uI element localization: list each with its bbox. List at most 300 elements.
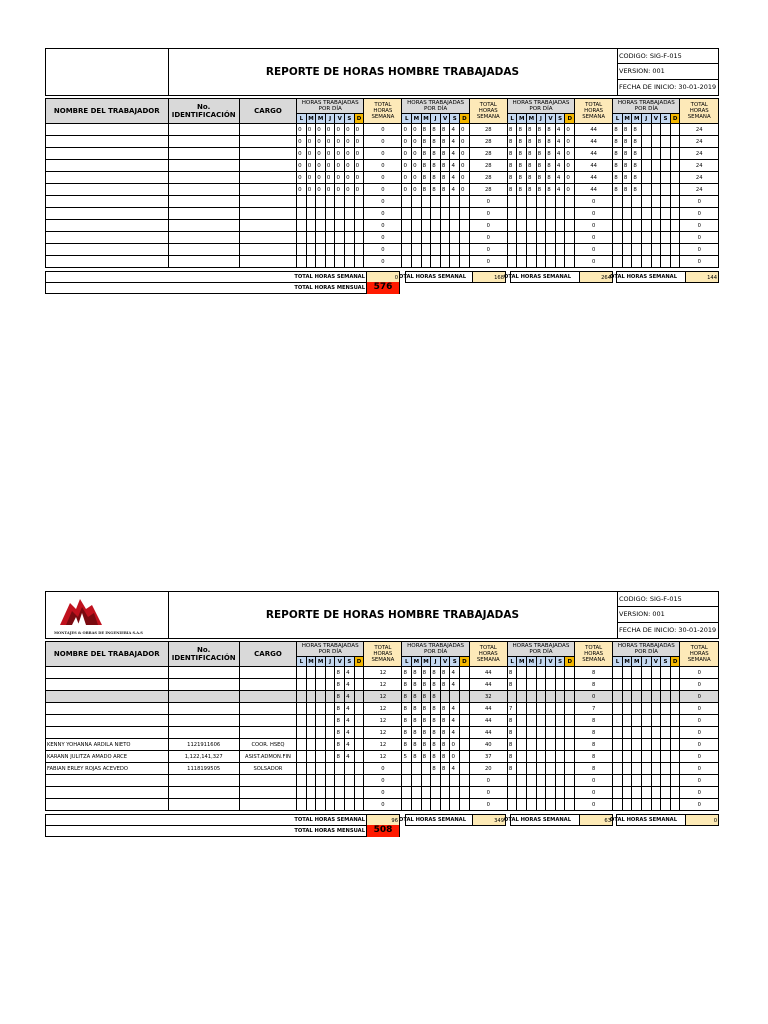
worker-name-cell[interactable] bbox=[46, 184, 169, 196]
day-hours-cell[interactable]: 0 bbox=[297, 148, 307, 160]
day-hours-cell[interactable] bbox=[297, 715, 307, 727]
worker-cargo-cell[interactable] bbox=[239, 691, 296, 703]
day-hours-cell[interactable]: 8 bbox=[546, 160, 556, 172]
day-hours-cell[interactable] bbox=[527, 667, 537, 679]
day-hours-cell[interactable]: 8 bbox=[613, 124, 623, 136]
day-hours-cell[interactable]: 8 bbox=[421, 136, 431, 148]
day-hours-cell[interactable]: 8 bbox=[431, 727, 441, 739]
worker-name-cell[interactable] bbox=[46, 703, 169, 715]
day-hours-cell[interactable] bbox=[507, 787, 517, 799]
day-hours-cell[interactable] bbox=[354, 775, 364, 787]
day-hours-cell[interactable]: 8 bbox=[546, 148, 556, 160]
day-hours-cell[interactable] bbox=[546, 220, 556, 232]
day-hours-cell[interactable] bbox=[622, 244, 632, 256]
day-hours-cell[interactable] bbox=[622, 667, 632, 679]
day-hours-cell[interactable] bbox=[354, 667, 364, 679]
day-hours-cell[interactable]: 4 bbox=[345, 715, 355, 727]
day-hours-cell[interactable] bbox=[661, 763, 671, 775]
day-hours-cell[interactable] bbox=[613, 751, 623, 763]
day-hours-cell[interactable] bbox=[565, 667, 575, 679]
day-hours-cell[interactable] bbox=[536, 667, 546, 679]
worker-cargo-cell[interactable] bbox=[239, 715, 296, 727]
day-hours-cell[interactable] bbox=[651, 232, 661, 244]
day-hours-cell[interactable]: 8 bbox=[517, 172, 527, 184]
day-hours-cell[interactable]: 0 bbox=[354, 136, 364, 148]
day-hours-cell[interactable]: 0 bbox=[402, 148, 412, 160]
day-hours-cell[interactable] bbox=[565, 256, 575, 268]
day-hours-cell[interactable] bbox=[354, 739, 364, 751]
day-hours-cell[interactable] bbox=[536, 232, 546, 244]
worker-id-cell[interactable] bbox=[168, 244, 239, 256]
day-hours-cell[interactable] bbox=[546, 196, 556, 208]
worker-cargo-cell[interactable] bbox=[239, 220, 296, 232]
day-hours-cell[interactable] bbox=[325, 775, 335, 787]
day-hours-cell[interactable] bbox=[642, 232, 652, 244]
day-hours-cell[interactable] bbox=[402, 799, 412, 811]
day-hours-cell[interactable]: 8 bbox=[632, 124, 642, 136]
day-hours-cell[interactable] bbox=[632, 703, 642, 715]
day-hours-cell[interactable]: 4 bbox=[450, 667, 460, 679]
day-hours-cell[interactable]: 8 bbox=[622, 184, 632, 196]
worker-name-cell[interactable] bbox=[46, 727, 169, 739]
day-hours-cell[interactable] bbox=[325, 220, 335, 232]
day-hours-cell[interactable]: 0 bbox=[412, 172, 422, 184]
day-hours-cell[interactable] bbox=[440, 232, 450, 244]
day-hours-cell[interactable] bbox=[345, 799, 355, 811]
day-hours-cell[interactable]: 8 bbox=[421, 184, 431, 196]
day-hours-cell[interactable] bbox=[460, 256, 470, 268]
day-hours-cell[interactable] bbox=[335, 775, 345, 787]
day-hours-cell[interactable]: 0 bbox=[402, 172, 412, 184]
worker-id-cell[interactable]: 1121911606 bbox=[168, 739, 239, 751]
day-hours-cell[interactable]: 8 bbox=[412, 703, 422, 715]
day-hours-cell[interactable] bbox=[316, 244, 326, 256]
day-hours-cell[interactable] bbox=[536, 739, 546, 751]
day-hours-cell[interactable] bbox=[565, 691, 575, 703]
day-hours-cell[interactable] bbox=[460, 208, 470, 220]
day-hours-cell[interactable] bbox=[613, 232, 623, 244]
day-hours-cell[interactable] bbox=[546, 232, 556, 244]
day-hours-cell[interactable]: 8 bbox=[527, 172, 537, 184]
day-hours-cell[interactable] bbox=[565, 763, 575, 775]
day-hours-cell[interactable] bbox=[517, 691, 527, 703]
day-hours-cell[interactable] bbox=[325, 691, 335, 703]
day-hours-cell[interactable] bbox=[460, 196, 470, 208]
day-hours-cell[interactable] bbox=[517, 679, 527, 691]
day-hours-cell[interactable] bbox=[421, 256, 431, 268]
day-hours-cell[interactable]: 0 bbox=[345, 184, 355, 196]
day-hours-cell[interactable] bbox=[642, 256, 652, 268]
day-hours-cell[interactable]: 8 bbox=[517, 160, 527, 172]
day-hours-cell[interactable]: 8 bbox=[421, 703, 431, 715]
day-hours-cell[interactable] bbox=[670, 256, 680, 268]
day-hours-cell[interactable] bbox=[670, 715, 680, 727]
day-hours-cell[interactable] bbox=[354, 787, 364, 799]
day-hours-cell[interactable] bbox=[460, 775, 470, 787]
worker-name-cell[interactable]: KARANN JULITZA AMADO ARCE bbox=[46, 751, 169, 763]
day-hours-cell[interactable] bbox=[642, 751, 652, 763]
worker-name-cell[interactable] bbox=[46, 691, 169, 703]
day-hours-cell[interactable] bbox=[316, 715, 326, 727]
day-hours-cell[interactable] bbox=[651, 703, 661, 715]
day-hours-cell[interactable] bbox=[345, 196, 355, 208]
day-hours-cell[interactable] bbox=[440, 256, 450, 268]
day-hours-cell[interactable] bbox=[316, 775, 326, 787]
day-hours-cell[interactable] bbox=[306, 739, 316, 751]
day-hours-cell[interactable]: 8 bbox=[402, 679, 412, 691]
day-hours-cell[interactable]: 4 bbox=[450, 124, 460, 136]
day-hours-cell[interactable] bbox=[555, 667, 565, 679]
day-hours-cell[interactable]: 8 bbox=[421, 172, 431, 184]
day-hours-cell[interactable] bbox=[316, 727, 326, 739]
day-hours-cell[interactable] bbox=[555, 679, 565, 691]
worker-cargo-cell[interactable] bbox=[239, 703, 296, 715]
day-hours-cell[interactable] bbox=[555, 715, 565, 727]
day-hours-cell[interactable]: 8 bbox=[632, 184, 642, 196]
day-hours-cell[interactable]: 8 bbox=[622, 160, 632, 172]
day-hours-cell[interactable]: 0 bbox=[460, 184, 470, 196]
worker-cargo-cell[interactable] bbox=[239, 787, 296, 799]
day-hours-cell[interactable] bbox=[440, 799, 450, 811]
day-hours-cell[interactable] bbox=[661, 667, 671, 679]
day-hours-cell[interactable]: 8 bbox=[335, 667, 345, 679]
day-hours-cell[interactable] bbox=[517, 220, 527, 232]
day-hours-cell[interactable] bbox=[546, 208, 556, 220]
day-hours-cell[interactable] bbox=[412, 196, 422, 208]
day-hours-cell[interactable] bbox=[622, 196, 632, 208]
day-hours-cell[interactable]: 8 bbox=[632, 172, 642, 184]
day-hours-cell[interactable] bbox=[517, 256, 527, 268]
day-hours-cell[interactable] bbox=[536, 775, 546, 787]
day-hours-cell[interactable] bbox=[536, 787, 546, 799]
worker-id-cell[interactable] bbox=[168, 148, 239, 160]
day-hours-cell[interactable]: 8 bbox=[507, 148, 517, 160]
worker-cargo-cell[interactable] bbox=[239, 667, 296, 679]
day-hours-cell[interactable] bbox=[613, 703, 623, 715]
day-hours-cell[interactable] bbox=[651, 799, 661, 811]
day-hours-cell[interactable]: 0 bbox=[297, 160, 307, 172]
worker-id-cell[interactable] bbox=[168, 715, 239, 727]
day-hours-cell[interactable] bbox=[632, 715, 642, 727]
day-hours-cell[interactable] bbox=[642, 148, 652, 160]
day-hours-cell[interactable] bbox=[565, 703, 575, 715]
day-hours-cell[interactable] bbox=[460, 679, 470, 691]
worker-name-cell[interactable] bbox=[46, 232, 169, 244]
day-hours-cell[interactable]: 8 bbox=[546, 172, 556, 184]
day-hours-cell[interactable] bbox=[316, 691, 326, 703]
day-hours-cell[interactable]: 8 bbox=[431, 679, 441, 691]
day-hours-cell[interactable] bbox=[555, 691, 565, 703]
day-hours-cell[interactable] bbox=[306, 715, 316, 727]
day-hours-cell[interactable] bbox=[354, 244, 364, 256]
day-hours-cell[interactable] bbox=[450, 787, 460, 799]
day-hours-cell[interactable] bbox=[527, 739, 537, 751]
day-hours-cell[interactable] bbox=[440, 244, 450, 256]
day-hours-cell[interactable]: 8 bbox=[431, 160, 441, 172]
day-hours-cell[interactable] bbox=[440, 787, 450, 799]
day-hours-cell[interactable]: 0 bbox=[335, 124, 345, 136]
day-hours-cell[interactable] bbox=[642, 136, 652, 148]
day-hours-cell[interactable] bbox=[335, 256, 345, 268]
worker-name-cell[interactable] bbox=[46, 799, 169, 811]
day-hours-cell[interactable]: 8 bbox=[517, 136, 527, 148]
day-hours-cell[interactable]: 4 bbox=[555, 148, 565, 160]
day-hours-cell[interactable] bbox=[670, 172, 680, 184]
day-hours-cell[interactable] bbox=[565, 739, 575, 751]
day-hours-cell[interactable] bbox=[632, 727, 642, 739]
day-hours-cell[interactable]: 0 bbox=[316, 184, 326, 196]
worker-id-cell[interactable] bbox=[168, 256, 239, 268]
day-hours-cell[interactable]: 0 bbox=[460, 124, 470, 136]
day-hours-cell[interactable]: 0 bbox=[345, 136, 355, 148]
day-hours-cell[interactable] bbox=[536, 208, 546, 220]
day-hours-cell[interactable] bbox=[440, 220, 450, 232]
day-hours-cell[interactable] bbox=[517, 208, 527, 220]
day-hours-cell[interactable] bbox=[651, 220, 661, 232]
day-hours-cell[interactable] bbox=[517, 787, 527, 799]
worker-name-cell[interactable] bbox=[46, 220, 169, 232]
day-hours-cell[interactable] bbox=[546, 751, 556, 763]
day-hours-cell[interactable] bbox=[297, 232, 307, 244]
day-hours-cell[interactable]: 0 bbox=[412, 148, 422, 160]
day-hours-cell[interactable]: 8 bbox=[335, 691, 345, 703]
day-hours-cell[interactable] bbox=[661, 787, 671, 799]
worker-cargo-cell[interactable] bbox=[239, 124, 296, 136]
day-hours-cell[interactable]: 8 bbox=[622, 172, 632, 184]
day-hours-cell[interactable] bbox=[316, 256, 326, 268]
day-hours-cell[interactable] bbox=[527, 799, 537, 811]
day-hours-cell[interactable] bbox=[546, 787, 556, 799]
day-hours-cell[interactable]: 0 bbox=[316, 124, 326, 136]
day-hours-cell[interactable] bbox=[402, 256, 412, 268]
day-hours-cell[interactable]: 4 bbox=[450, 160, 460, 172]
day-hours-cell[interactable] bbox=[613, 208, 623, 220]
day-hours-cell[interactable] bbox=[402, 232, 412, 244]
day-hours-cell[interactable]: 8 bbox=[546, 124, 556, 136]
day-hours-cell[interactable]: 4 bbox=[555, 160, 565, 172]
day-hours-cell[interactable] bbox=[402, 220, 412, 232]
day-hours-cell[interactable]: 8 bbox=[632, 148, 642, 160]
day-hours-cell[interactable] bbox=[412, 256, 422, 268]
day-hours-cell[interactable]: 0 bbox=[345, 172, 355, 184]
day-hours-cell[interactable] bbox=[565, 196, 575, 208]
day-hours-cell[interactable] bbox=[517, 703, 527, 715]
day-hours-cell[interactable] bbox=[527, 715, 537, 727]
day-hours-cell[interactable] bbox=[306, 787, 316, 799]
day-hours-cell[interactable] bbox=[460, 787, 470, 799]
day-hours-cell[interactable] bbox=[297, 763, 307, 775]
day-hours-cell[interactable] bbox=[325, 232, 335, 244]
day-hours-cell[interactable]: 4 bbox=[345, 679, 355, 691]
day-hours-cell[interactable] bbox=[536, 763, 546, 775]
day-hours-cell[interactable] bbox=[622, 232, 632, 244]
day-hours-cell[interactable] bbox=[345, 208, 355, 220]
day-hours-cell[interactable]: 0 bbox=[325, 136, 335, 148]
day-hours-cell[interactable] bbox=[632, 799, 642, 811]
day-hours-cell[interactable]: 8 bbox=[507, 667, 517, 679]
day-hours-cell[interactable] bbox=[412, 775, 422, 787]
day-hours-cell[interactable] bbox=[613, 775, 623, 787]
day-hours-cell[interactable] bbox=[325, 739, 335, 751]
day-hours-cell[interactable] bbox=[412, 232, 422, 244]
day-hours-cell[interactable] bbox=[670, 124, 680, 136]
day-hours-cell[interactable] bbox=[613, 679, 623, 691]
day-hours-cell[interactable] bbox=[536, 691, 546, 703]
day-hours-cell[interactable] bbox=[507, 232, 517, 244]
day-hours-cell[interactable] bbox=[402, 787, 412, 799]
day-hours-cell[interactable] bbox=[613, 244, 623, 256]
day-hours-cell[interactable] bbox=[661, 244, 671, 256]
day-hours-cell[interactable] bbox=[536, 196, 546, 208]
day-hours-cell[interactable] bbox=[546, 799, 556, 811]
day-hours-cell[interactable]: 0 bbox=[306, 184, 316, 196]
day-hours-cell[interactable] bbox=[555, 220, 565, 232]
day-hours-cell[interactable] bbox=[354, 751, 364, 763]
day-hours-cell[interactable]: 4 bbox=[345, 703, 355, 715]
day-hours-cell[interactable] bbox=[555, 763, 565, 775]
worker-cargo-cell[interactable] bbox=[239, 160, 296, 172]
day-hours-cell[interactable]: 4 bbox=[450, 679, 460, 691]
day-hours-cell[interactable] bbox=[402, 763, 412, 775]
day-hours-cell[interactable] bbox=[670, 751, 680, 763]
day-hours-cell[interactable]: 8 bbox=[412, 727, 422, 739]
day-hours-cell[interactable] bbox=[297, 679, 307, 691]
worker-cargo-cell[interactable] bbox=[239, 679, 296, 691]
day-hours-cell[interactable] bbox=[306, 208, 316, 220]
day-hours-cell[interactable] bbox=[546, 703, 556, 715]
day-hours-cell[interactable] bbox=[670, 196, 680, 208]
worker-id-cell[interactable] bbox=[168, 172, 239, 184]
day-hours-cell[interactable]: 8 bbox=[412, 715, 422, 727]
worker-cargo-cell[interactable] bbox=[239, 208, 296, 220]
day-hours-cell[interactable] bbox=[670, 232, 680, 244]
day-hours-cell[interactable] bbox=[622, 763, 632, 775]
day-hours-cell[interactable] bbox=[297, 244, 307, 256]
day-hours-cell[interactable] bbox=[335, 799, 345, 811]
worker-id-cell[interactable]: 1118199505 bbox=[168, 763, 239, 775]
worker-cargo-cell[interactable] bbox=[239, 148, 296, 160]
day-hours-cell[interactable] bbox=[431, 196, 441, 208]
day-hours-cell[interactable]: 0 bbox=[354, 124, 364, 136]
day-hours-cell[interactable] bbox=[555, 775, 565, 787]
worker-cargo-cell[interactable] bbox=[239, 727, 296, 739]
day-hours-cell[interactable]: 0 bbox=[565, 172, 575, 184]
day-hours-cell[interactable] bbox=[507, 196, 517, 208]
day-hours-cell[interactable] bbox=[460, 703, 470, 715]
day-hours-cell[interactable] bbox=[527, 256, 537, 268]
worker-cargo-cell[interactable] bbox=[239, 136, 296, 148]
day-hours-cell[interactable] bbox=[316, 196, 326, 208]
day-hours-cell[interactable]: 8 bbox=[536, 172, 546, 184]
day-hours-cell[interactable] bbox=[354, 703, 364, 715]
day-hours-cell[interactable]: 0 bbox=[565, 148, 575, 160]
day-hours-cell[interactable]: 8 bbox=[613, 136, 623, 148]
day-hours-cell[interactable]: 8 bbox=[431, 703, 441, 715]
day-hours-cell[interactable] bbox=[527, 787, 537, 799]
day-hours-cell[interactable] bbox=[297, 208, 307, 220]
day-hours-cell[interactable]: 8 bbox=[507, 751, 517, 763]
day-hours-cell[interactable] bbox=[565, 715, 575, 727]
day-hours-cell[interactable] bbox=[642, 679, 652, 691]
day-hours-cell[interactable] bbox=[306, 196, 316, 208]
day-hours-cell[interactable] bbox=[642, 196, 652, 208]
day-hours-cell[interactable]: 0 bbox=[316, 160, 326, 172]
day-hours-cell[interactable] bbox=[325, 244, 335, 256]
day-hours-cell[interactable]: 8 bbox=[412, 679, 422, 691]
day-hours-cell[interactable]: 8 bbox=[421, 679, 431, 691]
day-hours-cell[interactable]: 0 bbox=[325, 172, 335, 184]
day-hours-cell[interactable] bbox=[661, 184, 671, 196]
day-hours-cell[interactable] bbox=[651, 208, 661, 220]
day-hours-cell[interactable]: 5 bbox=[402, 751, 412, 763]
day-hours-cell[interactable] bbox=[460, 232, 470, 244]
day-hours-cell[interactable]: 0 bbox=[565, 184, 575, 196]
day-hours-cell[interactable] bbox=[642, 715, 652, 727]
day-hours-cell[interactable] bbox=[440, 775, 450, 787]
day-hours-cell[interactable] bbox=[546, 667, 556, 679]
day-hours-cell[interactable] bbox=[306, 703, 316, 715]
day-hours-cell[interactable] bbox=[632, 208, 642, 220]
day-hours-cell[interactable] bbox=[670, 763, 680, 775]
day-hours-cell[interactable] bbox=[661, 727, 671, 739]
day-hours-cell[interactable]: 4 bbox=[555, 172, 565, 184]
day-hours-cell[interactable]: 8 bbox=[421, 691, 431, 703]
day-hours-cell[interactable]: 0 bbox=[450, 739, 460, 751]
day-hours-cell[interactable] bbox=[354, 196, 364, 208]
day-hours-cell[interactable]: 8 bbox=[402, 715, 412, 727]
day-hours-cell[interactable]: 8 bbox=[440, 136, 450, 148]
day-hours-cell[interactable] bbox=[555, 208, 565, 220]
day-hours-cell[interactable] bbox=[306, 727, 316, 739]
day-hours-cell[interactable]: 8 bbox=[421, 739, 431, 751]
day-hours-cell[interactable] bbox=[613, 196, 623, 208]
day-hours-cell[interactable] bbox=[651, 184, 661, 196]
day-hours-cell[interactable] bbox=[527, 220, 537, 232]
day-hours-cell[interactable] bbox=[546, 256, 556, 268]
day-hours-cell[interactable] bbox=[565, 679, 575, 691]
day-hours-cell[interactable] bbox=[345, 256, 355, 268]
day-hours-cell[interactable]: 8 bbox=[507, 679, 517, 691]
worker-id-cell[interactable] bbox=[168, 787, 239, 799]
day-hours-cell[interactable] bbox=[565, 775, 575, 787]
day-hours-cell[interactable] bbox=[306, 775, 316, 787]
day-hours-cell[interactable] bbox=[670, 787, 680, 799]
worker-cargo-cell[interactable] bbox=[239, 256, 296, 268]
day-hours-cell[interactable]: 4 bbox=[345, 727, 355, 739]
day-hours-cell[interactable] bbox=[651, 148, 661, 160]
day-hours-cell[interactable] bbox=[622, 220, 632, 232]
day-hours-cell[interactable]: 4 bbox=[345, 691, 355, 703]
day-hours-cell[interactable] bbox=[565, 727, 575, 739]
worker-id-cell[interactable] bbox=[168, 799, 239, 811]
day-hours-cell[interactable] bbox=[661, 196, 671, 208]
worker-name-cell[interactable] bbox=[46, 148, 169, 160]
day-hours-cell[interactable]: 4 bbox=[555, 124, 565, 136]
day-hours-cell[interactable]: 8 bbox=[440, 739, 450, 751]
day-hours-cell[interactable] bbox=[440, 196, 450, 208]
day-hours-cell[interactable]: 8 bbox=[440, 148, 450, 160]
day-hours-cell[interactable]: 0 bbox=[306, 136, 316, 148]
day-hours-cell[interactable]: 8 bbox=[507, 715, 517, 727]
day-hours-cell[interactable] bbox=[325, 751, 335, 763]
day-hours-cell[interactable] bbox=[412, 787, 422, 799]
worker-name-cell[interactable] bbox=[46, 256, 169, 268]
day-hours-cell[interactable]: 8 bbox=[622, 124, 632, 136]
day-hours-cell[interactable]: 0 bbox=[316, 148, 326, 160]
day-hours-cell[interactable] bbox=[354, 208, 364, 220]
day-hours-cell[interactable]: 8 bbox=[421, 667, 431, 679]
day-hours-cell[interactable] bbox=[670, 136, 680, 148]
